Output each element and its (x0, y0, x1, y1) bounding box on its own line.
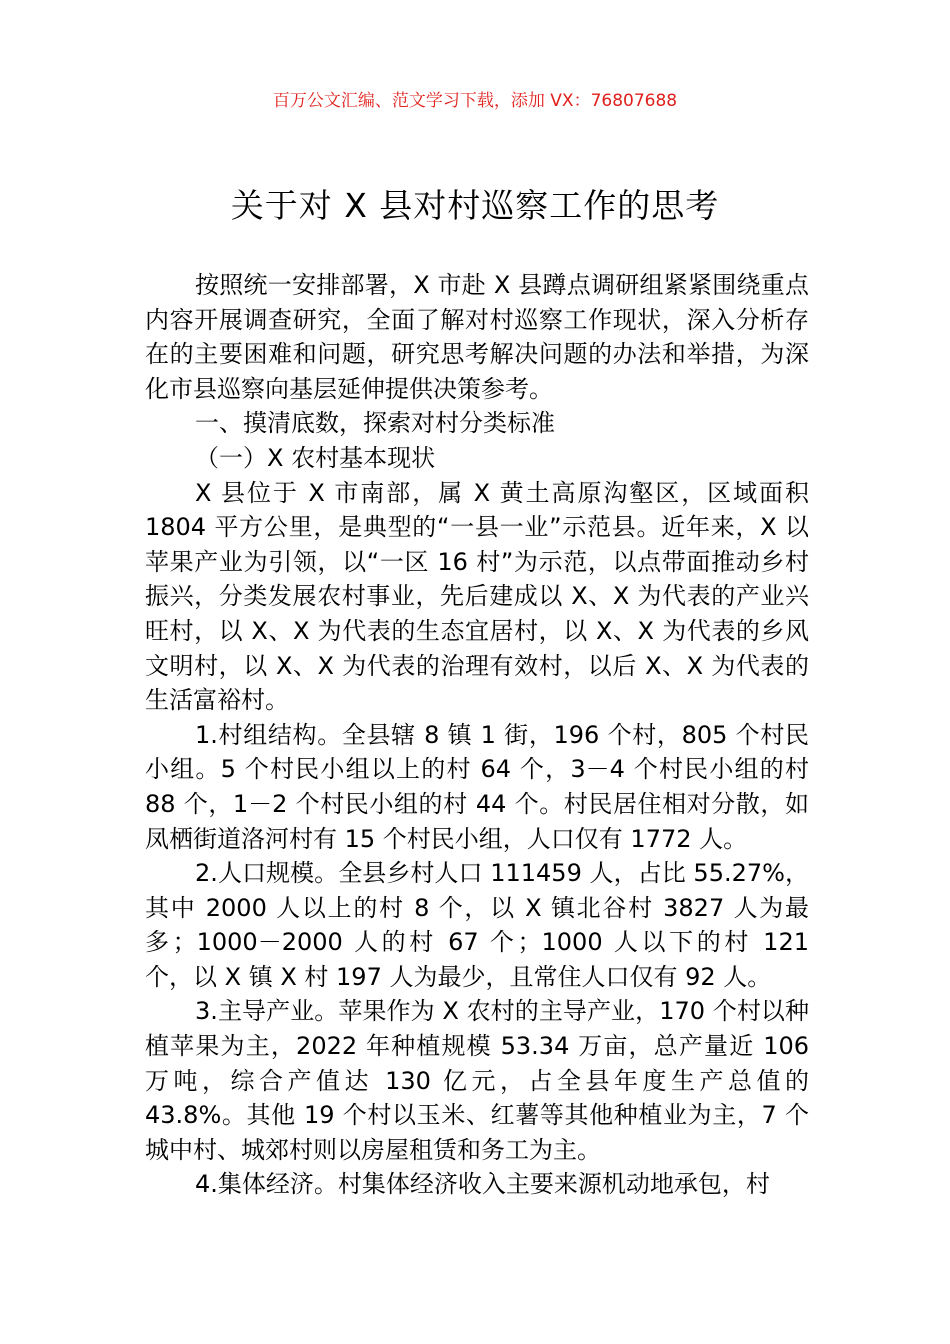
document-body (145, 268, 809, 1202)
paragraph-population: 2.人口规模。全县乡村人口 111459 人，占比 55.27%，其中 2000 人以上的村 8 个，以 X 镇北谷村 3827 人为最多；1000－2000 人的村 67 个；1000 人以下的村 121 个，以 X 镇 X 村 197 人为最少，且常住人口仅有 92 人。 (145, 859, 809, 991)
paragraph-industry: 3.主导产业。苹果作为 X 农村的主导产业，170 个村以种植苹果为主，2022 年种植规模 53.34 万亩，总产量近 106 万吨，综合产值达 130 亿元，占全县年度生产总值的 43.8%。其他 19 个村以玉米、红薯等其他种植业为主，7 个城中村、城郊村则以房屋租赁和务工为主。 (145, 997, 809, 1164)
document-title: 关于对 X 县对村巡察工作的思考 (230, 186, 720, 225)
paragraph-collective-economy: 4.集体经济。村集体经济收入主要来源机动地承包，村 (195, 1170, 770, 1199)
paragraph-intro: 按照统一安排部署，X 市赴 X 县蹲点调研组紧紧围绕重点内容开展调查研究，全面了解对村巡察工作现状，深入分析存在的主要困难和问题，研究思考解决问题的办法和举措，为深化市县巡察向基层延伸提供决策参考。 (145, 271, 809, 403)
download-banner: 百万公文汇编、范文学习下载，添加 VX：76807688 (272, 91, 678, 111)
paragraph-village-structure: 1.村组结构。全县辖 8 镇 1 街，196 个村，805 个村民小组。5 个村民小组以上的村 64 个，3－4 个村民小组的村 88 个，1－2 个村民小组的村 44 个。村民居住相对分散，如凤栖街道洛河村有 15 个村民小组，人口仅有 1772 人。 (145, 720, 809, 853)
subsection-heading-1: （一）X 农村基本现状 (195, 443, 436, 472)
section-heading-1: 一、摸清底数，探索对村分类标准 (195, 409, 555, 438)
paragraph-overview: X 县位于 X 市南部，属 X 黄土高原沟壑区，区域面积 1804 平方公里，是典型的“一县一业”示范县。近年来，X 以苹果产业为引领，以“一区 16 村”为示范，以点带面推动乡村振兴，分类发展农村事业，先后建成以 X、X 为代表的产业兴旺村，以 X、X 为代表的生态宜居村，以 X、X 为代表的乡风文明村，以 X、X 为代表的治理有效村，以后 X、X 为代表的生活富裕村。 (145, 478, 809, 715)
